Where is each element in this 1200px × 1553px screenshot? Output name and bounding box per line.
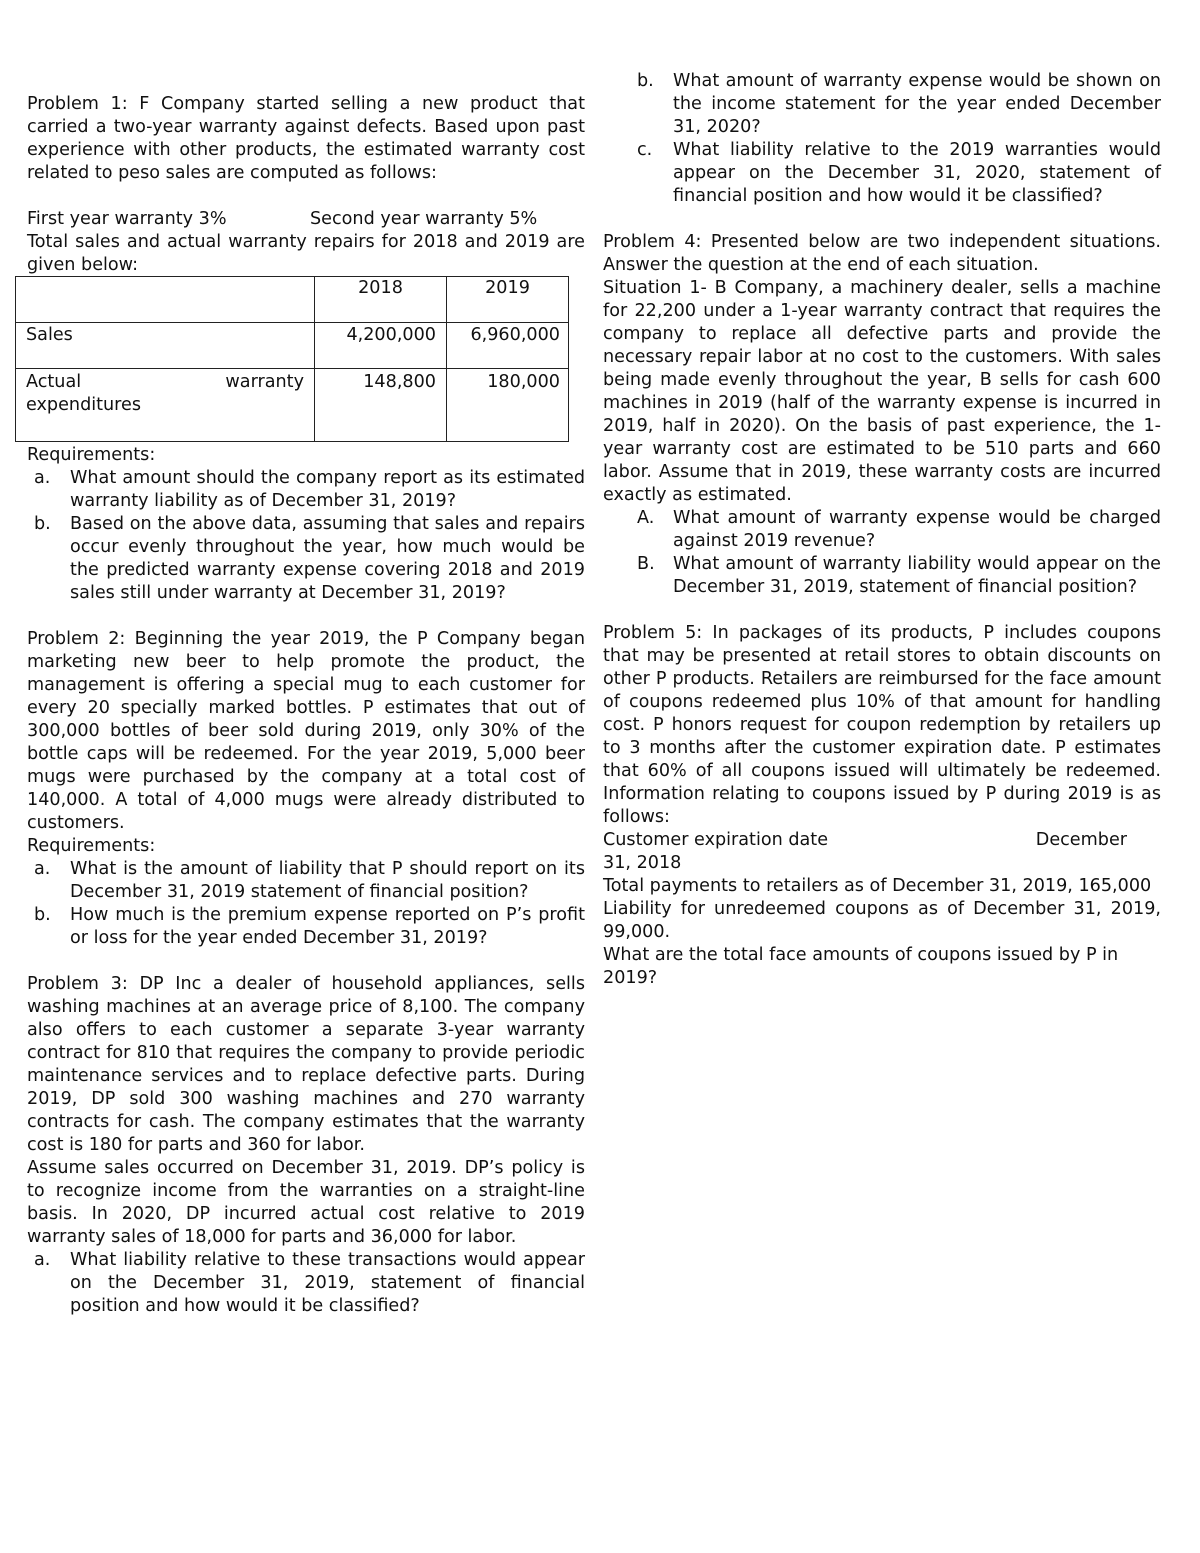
table-header-row — [16, 277, 569, 323]
list-marker: A. — [637, 508, 655, 528]
expenditures-2018: 148,800 — [363, 372, 436, 392]
problem1-req-heading: Requirements: — [27, 445, 156, 465]
row-label-sales: Sales — [26, 325, 73, 345]
list-item: B. What amount of warranty liability would appear on the December 31, 2019, statement of financial position? — [637, 554, 1161, 597]
list-marker: B. — [637, 554, 655, 574]
row-label-actual: Actual — [26, 372, 82, 392]
table-header-2018: 2018 — [315, 277, 447, 323]
problem2-intro: Problem 2: Beginning the year 2019, the P Company began marketing new beer to help promote the product, the management is offering a special mug to each customer for every 20 specially marked bottles. P estimates that out of 300,000 bottles of beer sold during 2019, only 30% of the bottle caps will be redeemed. For the year 2019, 5,000 beer mugs were purchased by the company at a total cost of 140,000. A total of 4,000 mugs were already distributed to customers. — [27, 629, 585, 833]
first-year-rate: First year warranty 3% — [27, 209, 227, 229]
problem3-intro: Problem 3: DP Inc a dealer of household appliances, sells washing machines at an average price of 8,100. The company also offers to each customer a separate 3-year warranty contract for 810 that requires the company to provide periodic maintenance services and to replace defective parts. During 2019, DP sold 300 washing machines and 270 warranty contracts for cash. The company estimates that the warranty cost is 180 for parts and 360 for labor. — [27, 974, 585, 1155]
left-column-lower — [27, 444, 585, 1318]
list-marker: a. — [34, 1250, 51, 1270]
expenditures-2019: 180,000 — [487, 372, 560, 392]
list-item: a. What liability relative to these transactions would appear on the December 31, 2019, statement of financial position and how would it be classified? — [34, 1250, 585, 1316]
expiry-label: Customer expiration date — [603, 830, 829, 850]
table-header-2019: 2019 — [447, 277, 569, 323]
table-header-cell — [16, 277, 315, 323]
list-marker: a. — [34, 859, 51, 879]
problem3-requirements-a — [0, 1249, 585, 1318]
expiry-row — [603, 829, 1161, 852]
list-item: c. What liability relative to the 2019 warranties would appear on the December 31, 2020, statement of financial position and how would it be classified? — [637, 140, 1161, 206]
list-marker: b. — [637, 71, 654, 91]
row-label-expenditures: expenditures — [26, 395, 142, 415]
problem4-intro: Problem 4: Presented below are two independent situations. Answer the question at the end of each situation. — [603, 232, 1161, 275]
problem1-requirements — [0, 467, 585, 605]
sales-2019: 6,960,000 — [470, 325, 560, 345]
problem3-para2: Assume sales occurred on December 31, 2019. DP’s policy is to recognize income from the warranties on a straight-line basis. In 2020, DP incurred actual cost relative to 2019 warranty sales of 18,000 for parts and 36,000 for labor. — [27, 1158, 585, 1247]
list-marker: c. — [637, 140, 653, 160]
list-marker: a. — [34, 468, 51, 488]
warranty-table — [15, 276, 569, 442]
list-item: a. What amount should the company report as its estimated warranty liability as of December 31, 2019? — [34, 468, 585, 511]
problem5-intro: Problem 5: In packages of its products, P includes coupons that may be presented at retail stores to obtain discounts on other P products. Retailers are reimbursed for the face amount of coupons redeemed plus 10% of that amount for handling cost. P honors request for coupon redemption by retailers up to 3 months after the customer expiration date. P estimates that 60% of all coupons issued will ultimately be redeemed. Information relating to coupons issued by P during 2019 is as follows: — [603, 623, 1161, 827]
warranty-rates — [27, 208, 585, 231]
problem5-liability: Liability for unredeemed coupons as of December 31, 2019, 99,000. — [603, 899, 1161, 942]
table-row — [16, 323, 569, 369]
list-item: b. How much is the premium expense reported on P’s profit or loss for the year ended December 31, 2019? — [34, 905, 585, 948]
problem2-req-heading: Requirements: — [27, 836, 156, 856]
sales-2018: 4,200,000 — [346, 325, 436, 345]
problem4-requirements — [603, 507, 1161, 599]
row-label-warranty: warranty — [225, 372, 304, 392]
problem5-question: What are the total face amounts of coupons issued by P in 2019? — [603, 945, 1119, 988]
problem3-requirements-bc — [603, 70, 1161, 208]
problem5-payments: Total payments to retailers as of December 31, 2019, 165,000 — [603, 876, 1152, 896]
right-column — [603, 70, 1161, 990]
list-item: A. What amount of warranty expense would be charged against 2019 revenue? — [637, 508, 1161, 551]
list-item: b. Based on the above data, assuming that sales and repairs occur evenly throughout the year, how much would be the predicted warranty expense covering 2018 and 2019 sales still under warranty at December 31, 2019? — [34, 514, 585, 603]
list-item: b. What amount of warranty expense would be shown on the income statement for the year ended December 31, 2020? — [637, 71, 1161, 137]
problem1-intro: Problem 1: F Company started selling a new product that carried a two-year warranty against defects. Based upon past experience with other products, the estimated warranty cost related to peso sales are computed as follows: — [27, 94, 585, 183]
list-item: a. What is the amount of liability that P should report on its December 31, 2019 statement of financial position? — [34, 859, 585, 902]
left-column — [27, 0, 585, 277]
second-year-rate: Second year warranty 5% — [310, 209, 538, 229]
problem2-requirements — [0, 858, 585, 950]
table-row — [16, 369, 569, 442]
list-marker: b. — [34, 514, 51, 534]
list-marker: b. — [34, 905, 51, 925]
problem1-table-intro: Total sales and actual warranty repairs for 2018 and 2019 are given below: — [27, 232, 585, 275]
problem4-situation: Situation 1- B Company, a machinery dealer, sells a machine for 22,200 under a 1-year warranty contract that requires the company to replace all defective parts and provide the necessary repair labor at no cost to the customers. With sales being made evenly throughout the year, B sells for cash 600 machines in 2019 (half of the warranty expense is incurred in 2019, half in 2020). On the basis of past experience, the 1-year warranty cost are estimated to be 510 parts and 660 labor. Assume that in 2019, these warranty costs are incurred exactly as estimated. — [603, 278, 1161, 505]
expiry-value: December — [1035, 830, 1127, 850]
expiry-value-cont: 31, 2018 — [603, 853, 682, 873]
